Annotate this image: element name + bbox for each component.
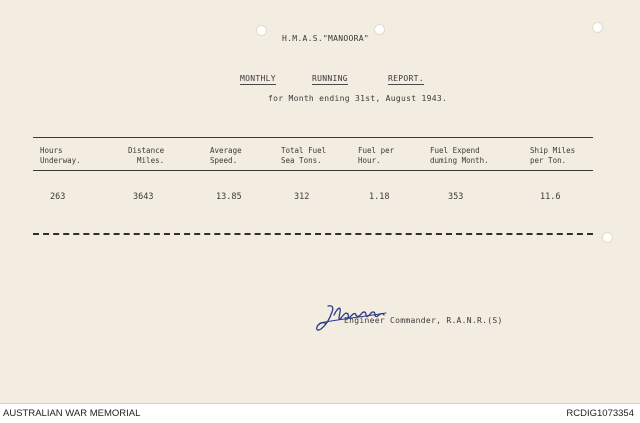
report-title-word: MONTHLY [240,74,276,83]
header-total-fuel: Total Fuel Sea Tons. [281,146,327,165]
table-bottom-rule [33,233,593,235]
header-fuel-per-hour: Fuel per Hour. [358,146,395,165]
report-title-word: RUNNING [312,74,348,83]
archive-id: RCDIG1073354 [566,408,634,419]
value-fuel-per-hour: 1.18 [369,192,390,202]
value-total-fuel: 312 [294,192,310,202]
report-title-word: REPORT. [388,74,424,83]
value-hours-underway: 263 [50,192,66,202]
value-fuel-expend: 353 [448,192,464,202]
header-average-speed: Average Speed. [210,146,242,165]
header-bottom-rule [33,170,593,171]
value-average-speed: 13.85 [216,192,242,202]
header-hours-underway: Hours Underway. [40,146,81,165]
archive-credit: AUSTRALIAN WAR MEMORIAL [3,408,141,419]
punch-hole [592,22,603,33]
punch-hole [256,25,267,36]
punch-hole [602,232,613,243]
signature-caption: Engineer Commander, R.A.N.R.(S) [344,316,503,325]
header-fuel-expend: Fuel Expend duming Month. [430,146,489,165]
table-top-rule [33,137,593,138]
ship-name: H.M.A.S."MANOORA" [282,34,369,43]
punch-hole [374,24,385,35]
value-ship-miles-per-ton: 11.6 [540,192,561,202]
report-period: for Month ending 31st, August 1943. [268,94,448,103]
value-distance-miles: 3643 [133,192,154,202]
header-distance-miles: Distance Miles. [128,146,165,165]
header-ship-miles-per-ton: Ship Miles per Ton. [530,146,576,165]
